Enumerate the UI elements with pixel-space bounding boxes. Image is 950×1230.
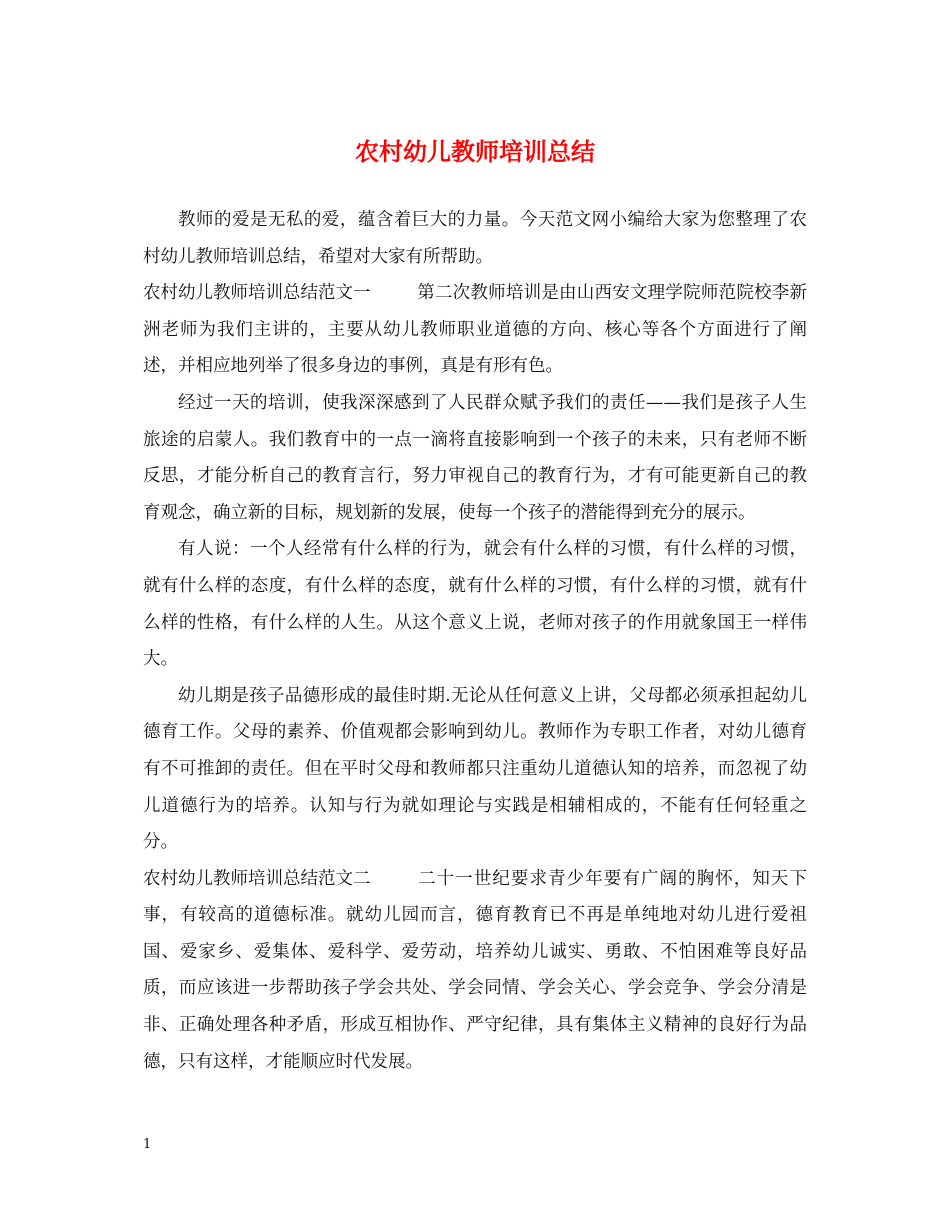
section-heading-two: 农村幼儿教师培训总结范文二 [143,868,371,889]
document-title: 农村幼儿教师培训总结 [355,137,595,166]
body-paragraph: 有人说：一个人经常有什么样的行为，就会有什么样的习惯，有什么样的习惯，就有什么样的态度，有什么样的态度，就有什么样的习惯，有什么样的习惯，就有什么样的性格，有什么样的人生。从这个意义上说，老师对孩子的作用就象国王一样伟大。 [143,539,807,670]
section-one-paragraph [143,275,807,385]
section-heading-one: 农村幼儿教师培训总结范文一 [143,283,371,304]
document-body [143,202,807,1080]
body-paragraph: 幼儿期是孩子品德形成的最佳时期.无论从任何意义上讲，父母都必须承担起幼儿德育工作。父母的素养、价值观都会影响到幼儿。教师作为专职工作者，对幼儿德育有不可推卸的责任。但在平时父母和教师都只注重幼儿道德认知的培养，而忽视了幼儿道德行为的培养。认知与行为就如理论与实践是相辅相成的，不能有任何轻重之分。 [143,685,807,853]
body-paragraph: 经过一天的培训，使我深深感到了人民群众赋予我们的责任——我们是孩子人生旅途的启蒙人。我们教育中的一点一滴将直接影响到一个孩子的未来，只有老师不断反思，才能分析自己的教育言行，努力审视自己的教育行为，才有可能更新自己的教育观念，确立新的目标，规划新的发展，使每一个孩子的潜能得到充分的展示。 [143,392,807,523]
intro-paragraph: 教师的爱是无私的爱，蕴含着巨大的力量。今天范文网小编给大家为您整理了农村幼儿教师培训总结，希望对大家有所帮助。 [143,210,807,267]
section-one-text: 第二次教师培训是由山西安文理学院师范院校李新洲老师为我们主讲的，主要从幼儿教师职业道德的方向、核心等各个方面进行了阐述，并相应地列举了很多身边的事例，真是有形有色。 [143,283,807,377]
section-two-text: 二十一世纪要求青少年要有广阔的胸怀，知天下事，有较高的道德标准。就幼儿园而言，德育教育已不再是单纯地对幼儿进行爱祖国、爱家乡、爱集体、爱科学、爱劳动，培养幼儿诚实、勇敢、不怕困难等良好品质，而应该进一步帮助孩子学会共处、学会同情、学会关心、学会竞争、学会分清是非、正确处理各种矛盾，形成互相协作、严守纪律，具有集体主义精神的良好行为品德，只有这样，才能顺应时代发展。 [143,868,807,1072]
section-two-paragraph [143,861,807,1081]
page-number: 1 [143,1137,152,1152]
